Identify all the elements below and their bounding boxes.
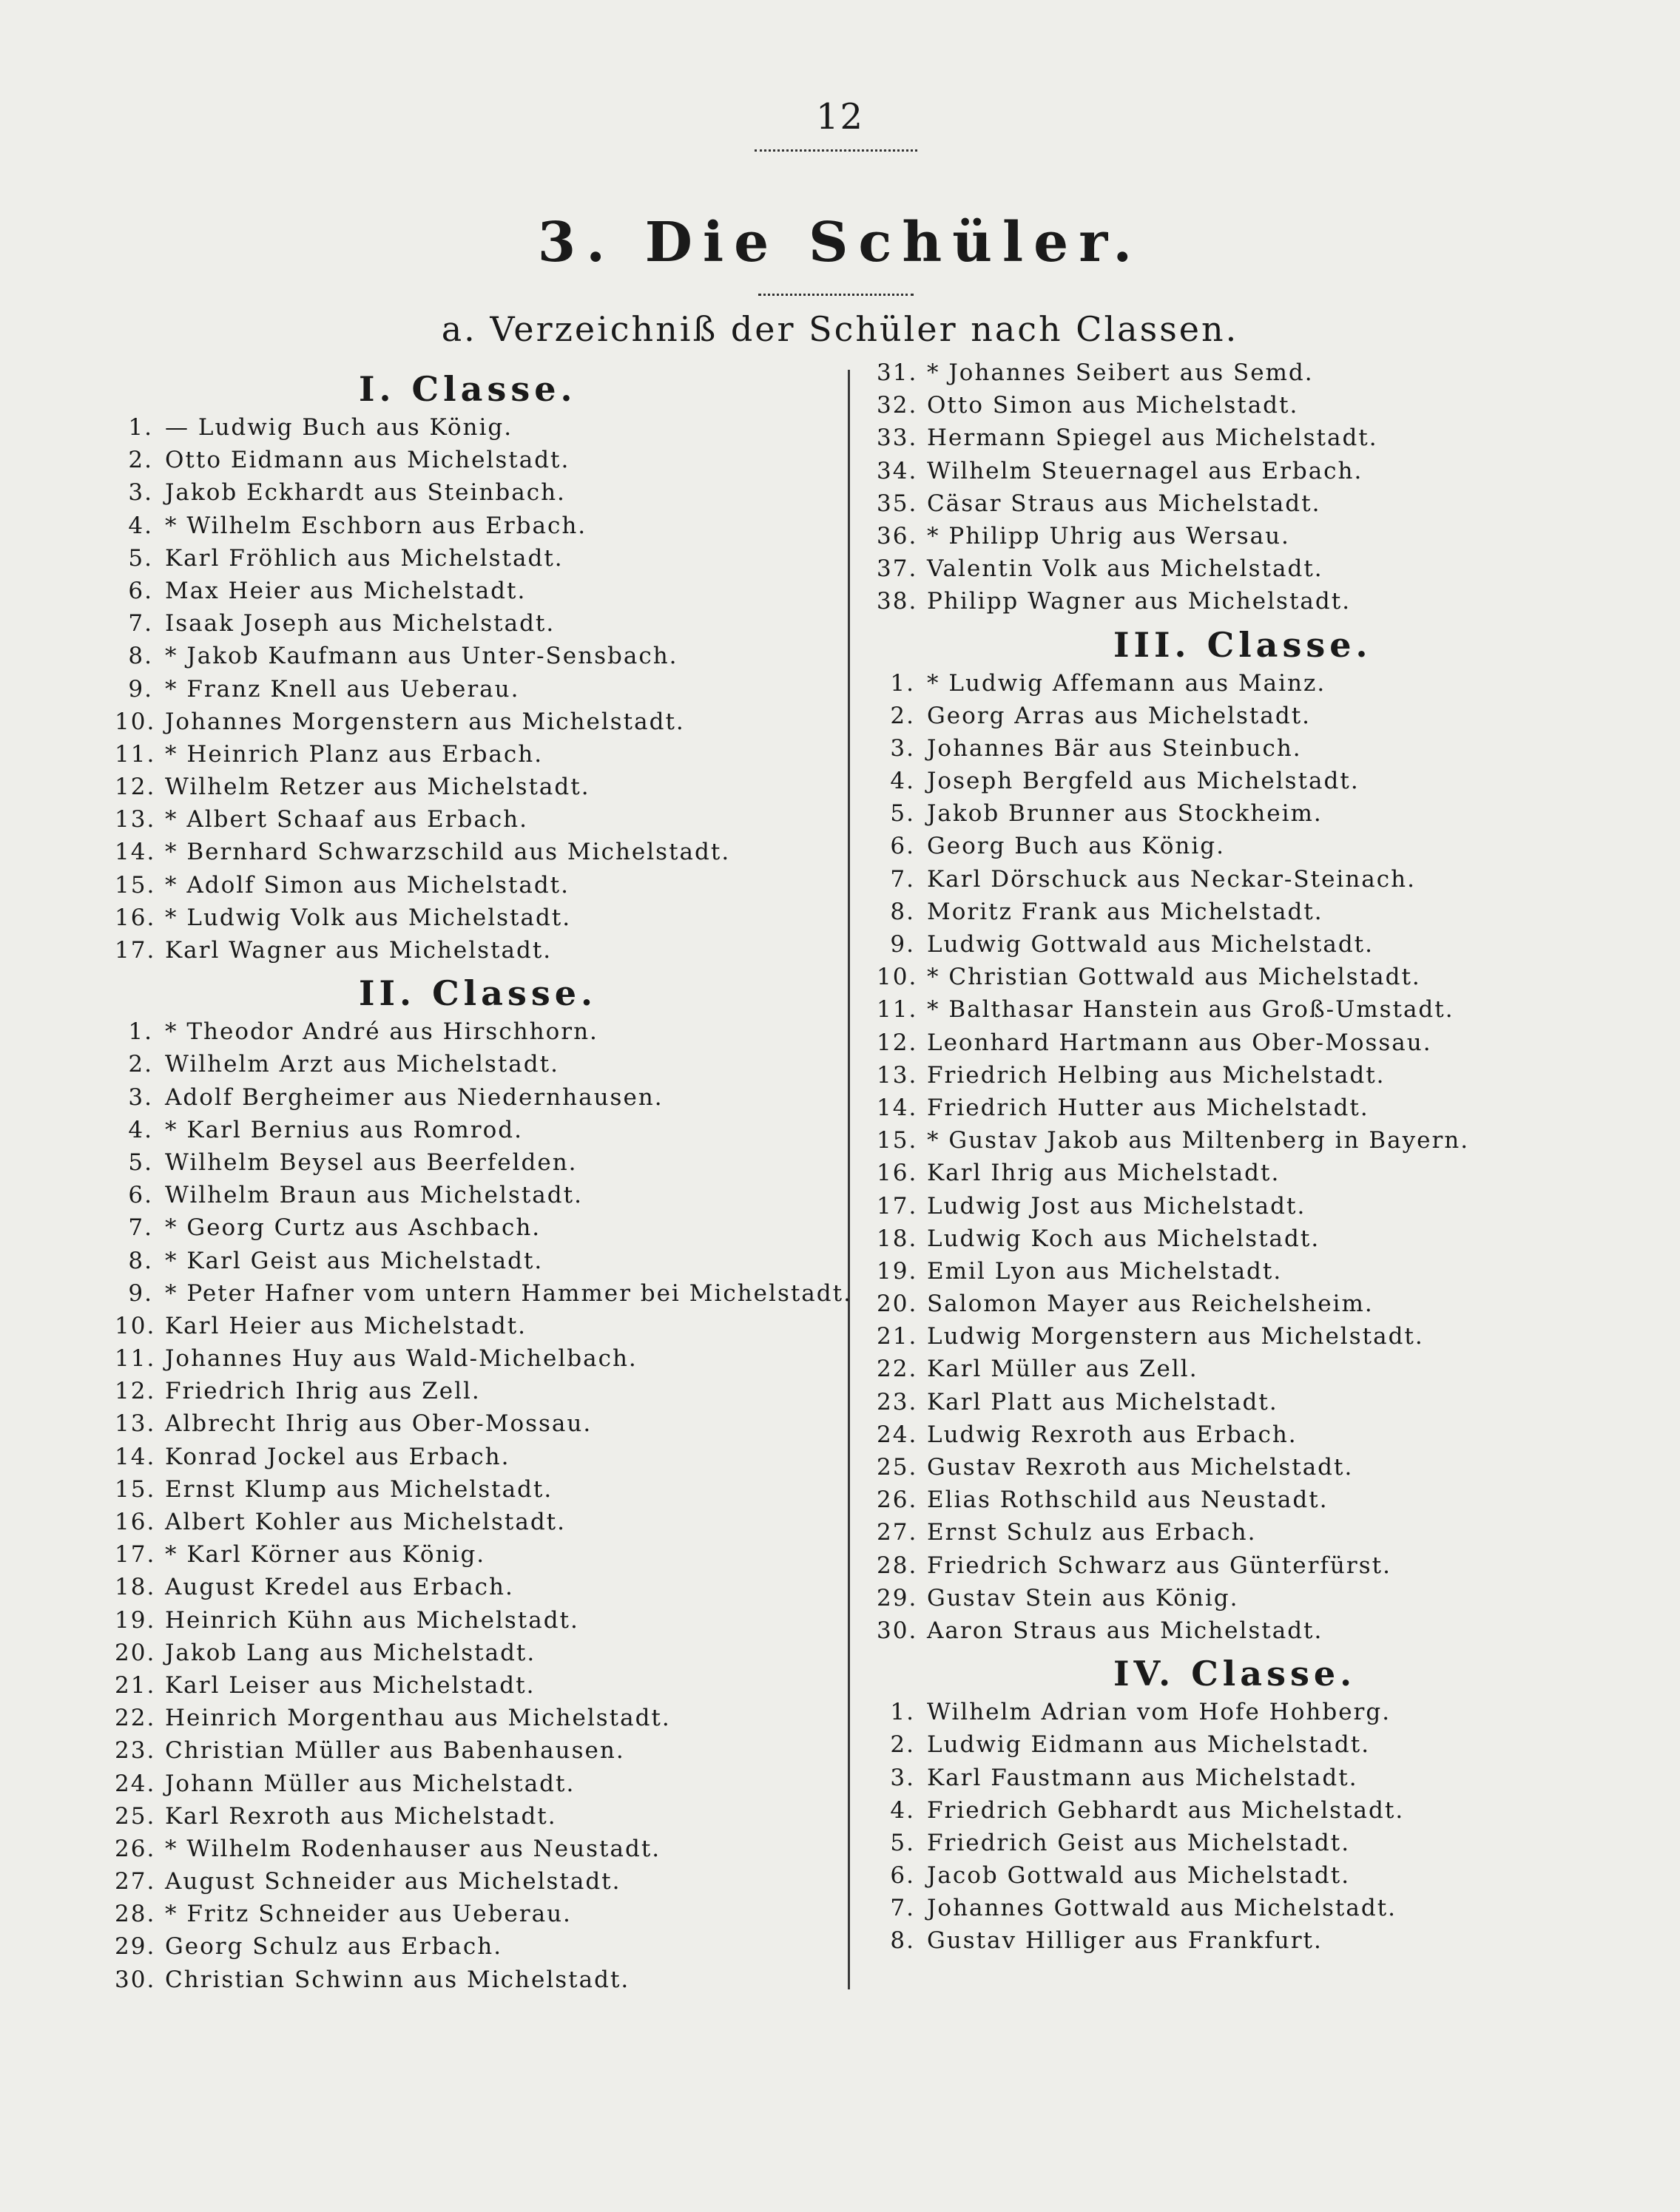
student-name: Ludwig Koch aus Michelstadt. — [927, 1225, 1320, 1252]
student-name: Johannes Gottwald aus Michelstadt. — [927, 1895, 1397, 1922]
entry-number: 33. — [877, 425, 918, 452]
student-entry — [877, 1190, 1616, 1222]
student-name: Adolf Bergheimer aus Niedernhausen. — [165, 1083, 664, 1111]
entry-number: 12. — [877, 1029, 918, 1056]
ornament-divider — [758, 285, 914, 296]
student-name: Wilhelm Braun aus Michelstadt. — [165, 1182, 583, 1209]
student-entry — [877, 552, 1616, 585]
entry-number: 16. — [115, 904, 156, 931]
student-name: Jakob Brunner aus Stockheim. — [927, 800, 1323, 828]
student-entry — [877, 1614, 1616, 1647]
student-name: Heinrich Kühn aus Michelstadt. — [165, 1606, 579, 1634]
student-name: Valentin Volk aus Michelstadt. — [927, 555, 1323, 583]
student-name: Friedrich Geist aus Michelstadt. — [927, 1829, 1351, 1856]
entry-number: 15. — [877, 1127, 918, 1154]
entry-number: 24. — [115, 1770, 156, 1797]
student-name: — Ludwig Buch aus König. — [165, 414, 513, 441]
student-name: Jakob Lang aus Michelstadt. — [165, 1639, 536, 1666]
entry-number: 21. — [115, 1671, 156, 1699]
column-divider — [848, 370, 850, 1989]
student-name: Salomon Mayer aus Reichelsheim. — [927, 1291, 1374, 1318]
student-entry — [877, 700, 1616, 732]
student-entry — [877, 1859, 1616, 1892]
entry-number: 13. — [115, 1410, 156, 1438]
student-entry — [877, 732, 1616, 765]
entry-number: 22. — [115, 1705, 156, 1732]
student-entry — [877, 830, 1616, 862]
entry-number: 8. — [128, 1247, 153, 1274]
section-heading: 3. Die Schüler. — [537, 211, 1143, 274]
class-title: III. Classe. — [1113, 624, 1372, 665]
entry-number: 30. — [115, 1966, 156, 1993]
student-name: Wilhelm Steuernagel aus Erbach. — [927, 457, 1363, 484]
student-name: Karl Fröhlich aus Michelstadt. — [165, 544, 564, 572]
student-name: * Heinrich Planz aus Erbach. — [165, 740, 544, 768]
student-name: Friedrich Hutter aus Michelstadt. — [927, 1094, 1369, 1121]
student-name: Johannes Huy aus Wald-Michelbach. — [165, 1345, 638, 1373]
student-name: * Johannes Seibert aus Semd. — [927, 359, 1314, 386]
student-entry — [115, 1734, 840, 1767]
entry-number: 11. — [115, 740, 156, 768]
student-name: Karl Ihrig aus Michelstadt. — [927, 1160, 1281, 1187]
student-entry — [115, 1538, 840, 1571]
page-number: 12 — [815, 96, 865, 138]
student-entry — [115, 1930, 840, 1963]
entry-number: 1. — [128, 414, 153, 441]
entry-number: 2. — [128, 447, 153, 474]
entry-number: 27. — [877, 1519, 918, 1546]
entry-number: 29. — [115, 1933, 156, 1961]
entry-number: 15. — [115, 871, 156, 899]
student-name: Christian Schwinn aus Michelstadt. — [165, 1966, 630, 1993]
entry-number: 6. — [128, 577, 153, 604]
student-entry — [115, 673, 840, 706]
student-entry — [877, 765, 1616, 797]
student-entry — [115, 1702, 840, 1734]
student-entry — [115, 1571, 840, 1603]
student-name: Gustav Rexroth aus Michelstadt. — [927, 1454, 1354, 1481]
student-name: Konrad Jockel aus Erbach. — [165, 1443, 510, 1470]
student-entry — [877, 356, 1616, 389]
student-entry — [877, 1320, 1616, 1353]
student-entry — [877, 1157, 1616, 1189]
entry-number: 28. — [877, 1552, 918, 1579]
entry-number: 16. — [877, 1160, 918, 1187]
student-name: Otto Simon aus Michelstadt. — [927, 392, 1299, 419]
student-name: Elias Rothschild aus Neustadt. — [927, 1486, 1329, 1514]
student-entry — [115, 510, 840, 542]
student-name: Johannes Morgenstern aus Michelstadt. — [165, 708, 685, 735]
entry-number: 14. — [115, 839, 156, 866]
student-entry — [877, 1418, 1616, 1451]
student-name: Albrecht Ihrig aus Ober-Mossau. — [165, 1410, 593, 1438]
student-name: Wilhelm Retzer aus Michelstadt. — [165, 774, 590, 801]
student-name: Karl Faustmann aus Michelstadt. — [927, 1764, 1358, 1791]
student-name: Gustav Stein aus König. — [927, 1584, 1239, 1611]
entry-number: 1. — [128, 1018, 153, 1046]
entry-number: 34. — [877, 457, 918, 484]
student-entry — [877, 1124, 1616, 1157]
entry-number: 3. — [128, 1083, 153, 1111]
student-name: Friedrich Helbing aus Michelstadt. — [927, 1061, 1386, 1089]
student-entry — [877, 1827, 1616, 1859]
student-name: Ludwig Morgenstern aus Michelstadt. — [927, 1323, 1424, 1350]
entry-number: 10. — [115, 1312, 156, 1339]
entry-number: 23. — [115, 1737, 156, 1765]
class-title: IV. Classe. — [1113, 1654, 1357, 1694]
student-entry — [115, 542, 840, 575]
student-entry — [877, 585, 1616, 618]
entry-number: 25. — [115, 1802, 156, 1830]
student-name: Ernst Schulz aus Erbach. — [927, 1519, 1257, 1546]
entry-number: 38. — [877, 588, 918, 615]
student-entry — [877, 863, 1616, 896]
student-entry — [115, 640, 840, 672]
student-entry — [877, 928, 1616, 961]
student-name: Friedrich Schwarz aus Günterfürst. — [927, 1552, 1391, 1579]
class-list — [877, 356, 1616, 618]
entry-number: 8. — [890, 1927, 915, 1955]
student-name: Emil Lyon aus Michelstadt. — [927, 1257, 1283, 1285]
student-entry — [115, 1342, 840, 1375]
entry-number: 9. — [128, 675, 153, 703]
student-name: * Gustav Jakob aus Miltenberg in Bayern. — [927, 1127, 1470, 1154]
entry-number: 20. — [115, 1639, 156, 1666]
student-name: * Wilhelm Rodenhauser aus Neustadt. — [165, 1835, 661, 1862]
student-name: * Adolf Simon aus Michelstadt. — [165, 871, 570, 899]
entry-number: 17. — [115, 1541, 156, 1569]
entry-number: 21. — [877, 1323, 918, 1350]
entry-number: 6. — [890, 833, 915, 860]
student-entry — [115, 1146, 840, 1179]
student-name: * Jakob Kaufmann aus Unter-Sensbach. — [165, 643, 678, 670]
student-name: Gustav Hilliger aus Frankfurt. — [927, 1927, 1323, 1955]
student-name: * Peter Hafner vom untern Hammer bei Michelstadt. — [165, 1279, 852, 1307]
student-name: August Kredel aus Erbach. — [165, 1574, 514, 1601]
entry-number: 2. — [890, 1731, 915, 1759]
student-entry — [877, 1484, 1616, 1516]
entry-number: 28. — [115, 1901, 156, 1928]
entry-number: 11. — [115, 1345, 156, 1373]
student-name: Georg Schulz aus Erbach. — [165, 1933, 503, 1961]
student-name: Karl Platt aus Michelstadt. — [927, 1388, 1278, 1416]
student-entry — [115, 706, 840, 738]
class-title: I. Classe. — [359, 369, 577, 409]
student-name: * Philipp Uhrig aus Wersau. — [927, 522, 1290, 549]
student-entry — [877, 1582, 1616, 1614]
student-entry — [877, 1892, 1616, 1924]
entry-number: 11. — [877, 996, 918, 1024]
student-name: * Bernhard Schwarzschild aus Michelstadt. — [165, 839, 731, 866]
student-name: * Wilhelm Eschborn aus Erbach. — [165, 512, 587, 539]
student-name: * Theodor André aus Hirschhorn. — [165, 1018, 598, 1046]
student-entry — [115, 1898, 840, 1930]
entry-number: 1. — [890, 1699, 915, 1726]
student-entry — [877, 1288, 1616, 1320]
entry-number: 5. — [890, 800, 915, 828]
entry-number: 13. — [877, 1061, 918, 1089]
entry-number: 2. — [890, 702, 915, 729]
student-entry — [877, 1386, 1616, 1418]
entry-number: 19. — [115, 1606, 156, 1634]
entry-number: 26. — [115, 1835, 156, 1862]
student-entry — [877, 1026, 1616, 1059]
student-entry — [115, 607, 840, 640]
student-name: Friedrich Ihrig aus Zell. — [165, 1378, 481, 1405]
student-name: Hermann Spiegel aus Michelstadt. — [927, 425, 1378, 452]
student-name: Ludwig Gottwald aus Michelstadt. — [927, 931, 1374, 958]
student-name: Georg Arras aus Michelstadt. — [927, 702, 1312, 729]
student-entry — [877, 797, 1616, 830]
student-entry — [877, 1255, 1616, 1288]
student-entry — [115, 1310, 840, 1342]
student-entry — [877, 1696, 1616, 1728]
student-entry — [877, 1451, 1616, 1484]
student-name: Wilhelm Arzt aus Michelstadt. — [165, 1051, 559, 1078]
entry-number: 5. — [128, 544, 153, 572]
entry-number: 8. — [128, 643, 153, 670]
entry-number: 14. — [877, 1094, 918, 1121]
student-entry — [115, 738, 840, 771]
class-list — [877, 1696, 1616, 1958]
student-name: Ernst Klump aus Michelstadt. — [165, 1475, 553, 1503]
student-entry — [115, 1114, 840, 1146]
student-entry — [115, 575, 840, 607]
entry-number: 1. — [890, 669, 915, 697]
student-entry — [115, 836, 840, 868]
student-entry — [115, 1179, 840, 1211]
student-name: * Ludwig Volk aus Michelstadt. — [165, 904, 572, 931]
entry-number: 4. — [128, 512, 153, 539]
student-name: Jacob Gottwald aus Michelstadt. — [927, 1862, 1351, 1890]
student-name: August Schneider aus Michelstadt. — [165, 1868, 621, 1895]
student-entry — [115, 1506, 840, 1538]
student-entry — [115, 1277, 852, 1310]
student-entry — [877, 1762, 1616, 1794]
student-name: Friedrich Gebhardt aus Michelstadt. — [927, 1796, 1405, 1824]
student-entry — [877, 1222, 1616, 1255]
student-name: * Karl Geist aus Michelstadt. — [165, 1247, 544, 1274]
entry-number: 14. — [115, 1443, 156, 1470]
student-entry — [115, 444, 840, 476]
entry-number: 7. — [890, 1895, 915, 1922]
entry-number: 32. — [877, 392, 918, 419]
student-entry — [877, 993, 1616, 1026]
student-name: * Christian Gottwald aus Michelstadt. — [927, 964, 1421, 991]
student-name: * Ludwig Affemann aus Mainz. — [927, 669, 1326, 697]
entry-number: 37. — [877, 555, 918, 583]
student-name: * Georg Curtz aus Aschbach. — [165, 1214, 542, 1242]
student-name: Philipp Wagner aus Michelstadt. — [927, 588, 1352, 615]
student-name: Heinrich Morgenthau aus Michelstadt. — [165, 1705, 671, 1732]
entry-number: 3. — [890, 734, 915, 762]
student-name: Moritz Frank aus Michelstadt. — [927, 898, 1323, 925]
entry-number: 10. — [115, 708, 156, 735]
student-entry — [115, 1768, 840, 1800]
student-entry — [115, 1637, 840, 1669]
entry-number: 18. — [115, 1574, 156, 1601]
student-name: * Karl Körner aus König. — [165, 1541, 486, 1569]
entry-number: 18. — [877, 1225, 918, 1252]
student-entry — [877, 1092, 1616, 1124]
entry-number: 5. — [890, 1829, 915, 1856]
class-title: II. Classe. — [359, 973, 598, 1014]
student-name: Christian Müller aus Babenhausen. — [165, 1737, 625, 1765]
student-name: Ludwig Jost aus Michelstadt. — [927, 1192, 1306, 1220]
entry-number: 4. — [890, 1796, 915, 1824]
student-entry — [115, 1441, 840, 1473]
entry-number: 12. — [115, 774, 156, 801]
entry-number: 25. — [877, 1454, 918, 1481]
student-name: * Fritz Schneider aus Ueberau. — [165, 1901, 572, 1928]
entry-number: 26. — [877, 1486, 918, 1514]
student-entry — [115, 1245, 840, 1277]
student-entry — [115, 476, 840, 509]
student-entry — [115, 1015, 840, 1048]
entry-number: 3. — [128, 479, 153, 507]
student-entry — [877, 896, 1616, 928]
student-entry — [877, 520, 1616, 552]
student-name: Albert Kohler aus Michelstadt. — [165, 1509, 566, 1535]
entry-number: 12. — [115, 1378, 156, 1405]
student-entry — [115, 1865, 840, 1898]
student-entry — [877, 1353, 1616, 1385]
student-name: Otto Eidmann aus Michelstadt. — [165, 447, 570, 474]
student-name: Wilhelm Beysel aus Beerfelden. — [165, 1149, 578, 1176]
student-name: Isaak Joseph aus Michelstadt. — [165, 610, 556, 637]
entry-number: 30. — [877, 1617, 918, 1644]
student-entry — [115, 411, 840, 444]
student-name: * Albert Schaaf aus Erbach. — [165, 806, 528, 833]
entry-number: 7. — [128, 610, 153, 637]
student-name: Karl Rexroth aus Michelstadt. — [165, 1802, 557, 1830]
student-name: Johann Müller aus Michelstadt. — [165, 1770, 576, 1797]
student-entry — [115, 869, 840, 902]
student-entry — [877, 422, 1616, 454]
class-list — [115, 1015, 852, 1996]
student-entry — [115, 803, 840, 836]
student-entry — [877, 1728, 1616, 1761]
student-name: Aaron Straus aus Michelstadt. — [927, 1617, 1323, 1644]
entry-number: 4. — [128, 1116, 153, 1143]
student-name: Wilhelm Adrian vom Hofe Hohberg. — [927, 1699, 1391, 1726]
entry-number: 36. — [877, 522, 918, 549]
entry-number: 3. — [890, 1764, 915, 1791]
entry-number: 17. — [115, 937, 156, 964]
entry-number: 29. — [877, 1584, 918, 1611]
student-entry — [877, 667, 1616, 700]
student-name: Karl Müller aus Zell. — [927, 1356, 1198, 1383]
student-name: Johannes Bär aus Steinbuch. — [927, 734, 1302, 762]
student-entry — [115, 1473, 840, 1506]
student-name: Joseph Bergfeld aus Michelstadt. — [927, 768, 1360, 795]
student-entry — [877, 1059, 1616, 1092]
student-name: Karl Dörschuck aus Neckar-Steinach. — [927, 865, 1416, 893]
entry-number: 13. — [115, 806, 156, 833]
student-entry — [115, 934, 840, 967]
student-entry — [115, 1211, 840, 1244]
student-name: Karl Leiser aus Michelstadt. — [165, 1671, 536, 1699]
student-entry — [115, 1964, 840, 1996]
entry-number: 16. — [115, 1509, 156, 1535]
entry-number: 23. — [877, 1388, 918, 1416]
student-entry — [877, 1794, 1616, 1827]
entry-number: 7. — [128, 1214, 153, 1242]
student-name: Leonhard Hartmann aus Ober-Mossau. — [927, 1029, 1432, 1056]
class-list — [115, 411, 840, 967]
entry-number: 15. — [115, 1475, 156, 1503]
student-entry — [877, 1924, 1616, 1957]
left-column — [115, 362, 852, 1996]
ornament-divider — [755, 141, 917, 152]
student-entry — [115, 771, 840, 803]
student-name: Karl Heier aus Michelstadt. — [165, 1312, 527, 1339]
student-name: Karl Wagner aus Michelstadt. — [165, 937, 553, 964]
entry-number: 2. — [128, 1051, 153, 1078]
student-name: Cäsar Straus aus Michelstadt. — [927, 490, 1321, 517]
entry-number: 31. — [877, 359, 918, 386]
student-entry — [877, 1549, 1616, 1582]
student-entry — [877, 455, 1616, 487]
subsection-heading: a. Verzeichniß der Schüler nach Classen. — [441, 309, 1239, 349]
student-name: * Karl Bernius aus Romrod. — [165, 1116, 523, 1143]
student-entry — [115, 1800, 840, 1833]
student-entry — [115, 1604, 840, 1637]
student-entry — [115, 902, 840, 934]
student-entry — [115, 1407, 840, 1440]
class-list — [877, 667, 1616, 1648]
entry-number: 5. — [128, 1149, 153, 1176]
student-entry — [877, 389, 1616, 422]
student-name: Jakob Eckhardt aus Steinbach. — [165, 479, 566, 507]
student-name: Georg Buch aus König. — [927, 833, 1225, 860]
entry-number: 35. — [877, 490, 918, 517]
entry-number: 20. — [877, 1291, 918, 1318]
entry-number: 9. — [128, 1279, 153, 1307]
student-name: * Balthasar Hanstein aus Groß-Umstadt. — [927, 996, 1454, 1024]
student-entry — [877, 961, 1616, 993]
student-name: Ludwig Rexroth aus Erbach. — [927, 1421, 1298, 1448]
student-name: * Franz Knell aus Ueberau. — [165, 675, 520, 703]
entry-number: 24. — [877, 1421, 918, 1448]
entry-number: 6. — [890, 1862, 915, 1890]
entry-number: 22. — [877, 1356, 918, 1383]
student-entry — [115, 1048, 840, 1080]
entry-number: 19. — [877, 1257, 918, 1285]
entry-number: 6. — [128, 1182, 153, 1209]
student-entry — [115, 1669, 840, 1702]
student-entry — [877, 1516, 1616, 1549]
student-entry — [115, 1081, 840, 1114]
entry-number: 17. — [877, 1192, 918, 1220]
entry-number: 8. — [890, 898, 915, 925]
student-entry — [115, 1375, 840, 1407]
student-name: Ludwig Eidmann aus Michelstadt. — [927, 1731, 1371, 1759]
right-column — [877, 356, 1616, 1958]
entry-number: 7. — [890, 865, 915, 893]
entry-number: 9. — [890, 931, 915, 958]
entry-number: 4. — [890, 768, 915, 795]
student-entry — [877, 487, 1616, 520]
entry-number: 27. — [115, 1868, 156, 1895]
entry-number: 10. — [877, 964, 918, 991]
student-name: Max Heier aus Michelstadt. — [165, 577, 527, 604]
student-entry — [115, 1833, 840, 1865]
